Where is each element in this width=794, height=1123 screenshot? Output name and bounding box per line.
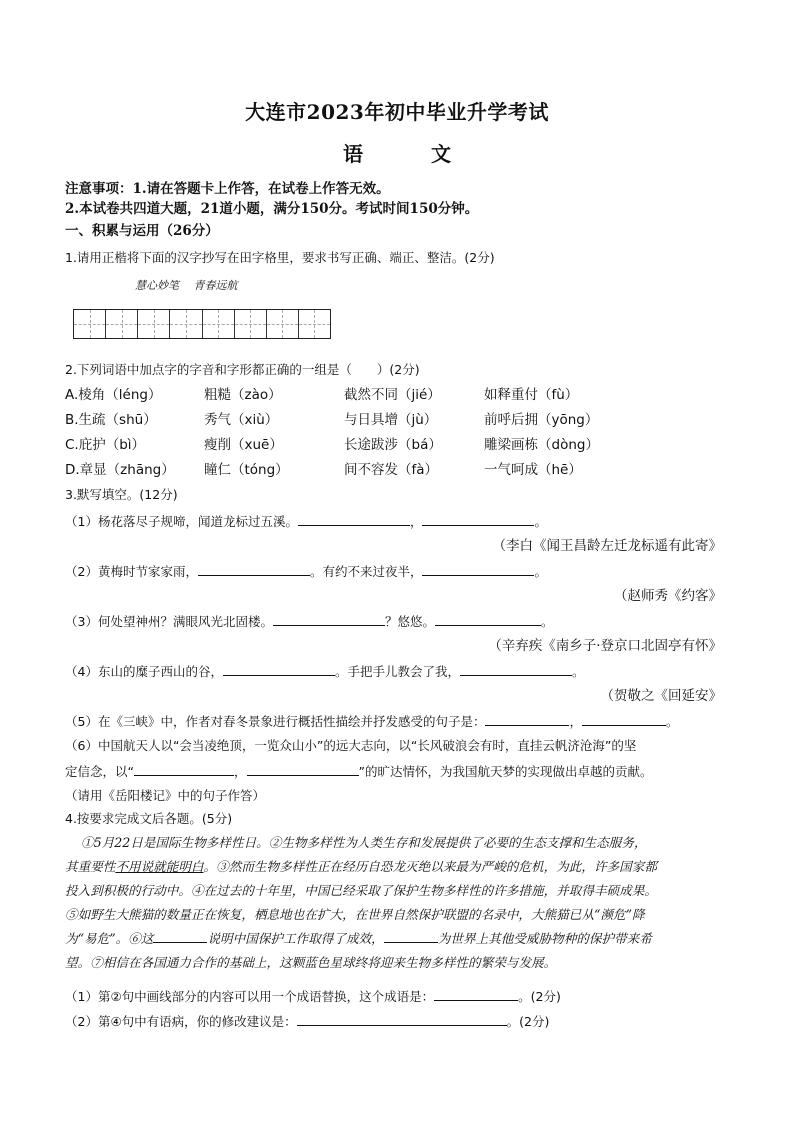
answer-blank[interactable] — [223, 662, 335, 676]
q2-prompt: 2.下列词语中加点字的字音和字形都正确的一组是（ ）(2分) — [65, 362, 420, 377]
passage-line: 投入到积极的行动中。④在过去的十年里，中国已经采取了保护生物多样性的许多措施，并取得丰硕成果。 — [65, 883, 657, 898]
passage-line: 望。⑦相信在各国通力合作的基础上，这颗蓝色星球终将迎来生物多样性的繁荣与发展。 — [65, 955, 557, 970]
answer-blank[interactable] — [273, 612, 385, 626]
q2-option-cell: 秀气（xiù） — [204, 412, 279, 428]
q2-option-cell: 粗糙（zào） — [204, 387, 282, 403]
q4-sub-2: （2）第④句中有语病，你的修改建议是： 。(2分) — [65, 1014, 550, 1029]
answer-blank[interactable] — [297, 1012, 507, 1026]
q3-item-6-line-2: 定信念，以“ ， ”的旷达情怀，为我国航天梦的实现做出卓越的贡献。 — [65, 764, 653, 779]
tianzige-grid[interactable] — [73, 309, 331, 339]
answer-blank[interactable] — [435, 612, 541, 626]
section-1-heading: 一、积累与运用（26分） — [65, 223, 219, 239]
notes-line-2: 2.本试卷共四道大题，21道小题，满分150分。考试时间150分钟。 — [65, 201, 479, 217]
q2-option-cell: 前呼后拥（yōng） — [484, 412, 599, 428]
q2-option-cell: 一气呵成（hē） — [484, 462, 582, 478]
answer-blank[interactable] — [460, 662, 572, 676]
q3-source-2: （赵师秀《约客》 — [614, 588, 722, 604]
q3-item-1: （1）杨花落尽子规啼，闻道龙标过五溪。 ， 。 — [65, 514, 547, 529]
q2-option-cell[interactable]: B.生疏（shū） — [65, 412, 157, 428]
exam-title: 大连市2023年初中毕业升学考试 — [245, 100, 549, 124]
q1-prompt: 1.请用正楷将下面的汉字抄写在田字格里，要求书写正确、端正、整洁。(2分) — [65, 250, 495, 265]
q4-sub-1: （1）第②句中画线部分的内容可以用一个成语替换，这个成语是： 。(2分) — [65, 989, 561, 1004]
q4-passage — [65, 831, 727, 975]
q3-source-1: （李白《闻王昌龄左迁龙标遥有此寄》 — [492, 538, 722, 554]
answer-blank[interactable] — [298, 512, 410, 526]
q2-option-cell: 瘦削（xuē） — [204, 437, 283, 453]
notes-line-1: 注意事项：1.请在答题卡上作答，在试卷上作答无效。 — [65, 181, 390, 197]
q3-prompt: 3.默写填空。(12分) — [65, 487, 178, 502]
q2-option-cell: 长途跋涉（bá） — [344, 437, 442, 453]
answer-blank[interactable] — [434, 987, 518, 1001]
q3-item-6-line-3: （请用《岳阳楼记》中的句子作答） — [65, 788, 266, 803]
answer-blank[interactable] — [485, 712, 569, 726]
q3-item-3: （3）何处望神州？满眼风光北固楼。 ？悠悠。 。 — [65, 614, 554, 629]
q2-option-cell[interactable]: D.章显（zhāng） — [65, 462, 175, 478]
answer-blank[interactable] — [134, 762, 234, 776]
q3-source-4: （贺敬之《回延安》 — [600, 688, 722, 704]
answer-blank[interactable] — [153, 929, 207, 943]
q2-option-cell: 雕梁画栋（dòng） — [484, 437, 599, 453]
answer-blank[interactable] — [582, 712, 666, 726]
q2-option-cell: 如释重付（fù） — [484, 387, 579, 403]
answer-blank[interactable] — [247, 762, 359, 776]
answer-blank[interactable] — [422, 562, 534, 576]
q3-item-6-line-1: （6）中国航天人以“会当凌绝顶，一览众山小”的远大志向，以“长风破浪会有时，直挂云帆济沧海”的坚 — [65, 738, 637, 753]
q2-option-cell: 与日具增（jù） — [344, 412, 438, 428]
answer-blank[interactable] — [384, 929, 438, 943]
q1-sample-text: 慧心妙笔 青春远航 — [135, 279, 238, 292]
answer-blank[interactable] — [422, 512, 534, 526]
q2-option-cell: 截然不同（jié） — [344, 387, 441, 403]
answer-blank[interactable] — [198, 562, 310, 576]
underlined-phrase: 不用说就能明白 — [115, 859, 204, 874]
passage-line: ⑤如野生大熊猫的数量正在恢复，栖息地也在扩大，在世界自然保护联盟的名录中，大熊猫已从“濒危”降 — [65, 907, 645, 922]
passage-line: ①5月22日是国际生物多样性日。②生物多样性为人类生存和发展提供了必要的生态支撑和生态服务， — [81, 835, 647, 850]
q2-option-cell[interactable]: A.棱角（léng） — [65, 387, 162, 403]
q2-option-cell: 瞳仁（tóng） — [204, 462, 289, 478]
q2-option-cell[interactable]: C.庇护（bì） — [65, 437, 146, 453]
passage-line: 其重要性不用说就能明白。③然而生物多样性正在经历自恐龙灭绝以来最为严峻的危机，为此，许多国家都 — [65, 859, 657, 874]
q3-item-4: （4）东山的糜子西山的谷， 。手把手儿教会了我， 。 — [65, 664, 585, 679]
q2-option-cell: 间不容发（fà） — [344, 462, 439, 478]
passage-line: 为“易危”。⑥这 说明中国保护工作取得了成效， 为世界上其他受威胁物种的保护带来希 — [65, 931, 652, 946]
q3-item-5: （5）在《三峡》中，作者对春冬景象进行概括性描绘并抒发感受的句子是： ， 。 — [65, 714, 679, 729]
q3-source-3: （辛弃疾《南乡子·登京口北固亭有怀》 — [488, 638, 722, 654]
subject-title: 语 文 — [343, 142, 475, 166]
q3-item-2: （2）黄梅时节家家雨， 。有约不来过夜半， 。 — [65, 564, 547, 579]
q4-prompt: 4.按要求完成文后各题。(5分) — [65, 811, 233, 826]
